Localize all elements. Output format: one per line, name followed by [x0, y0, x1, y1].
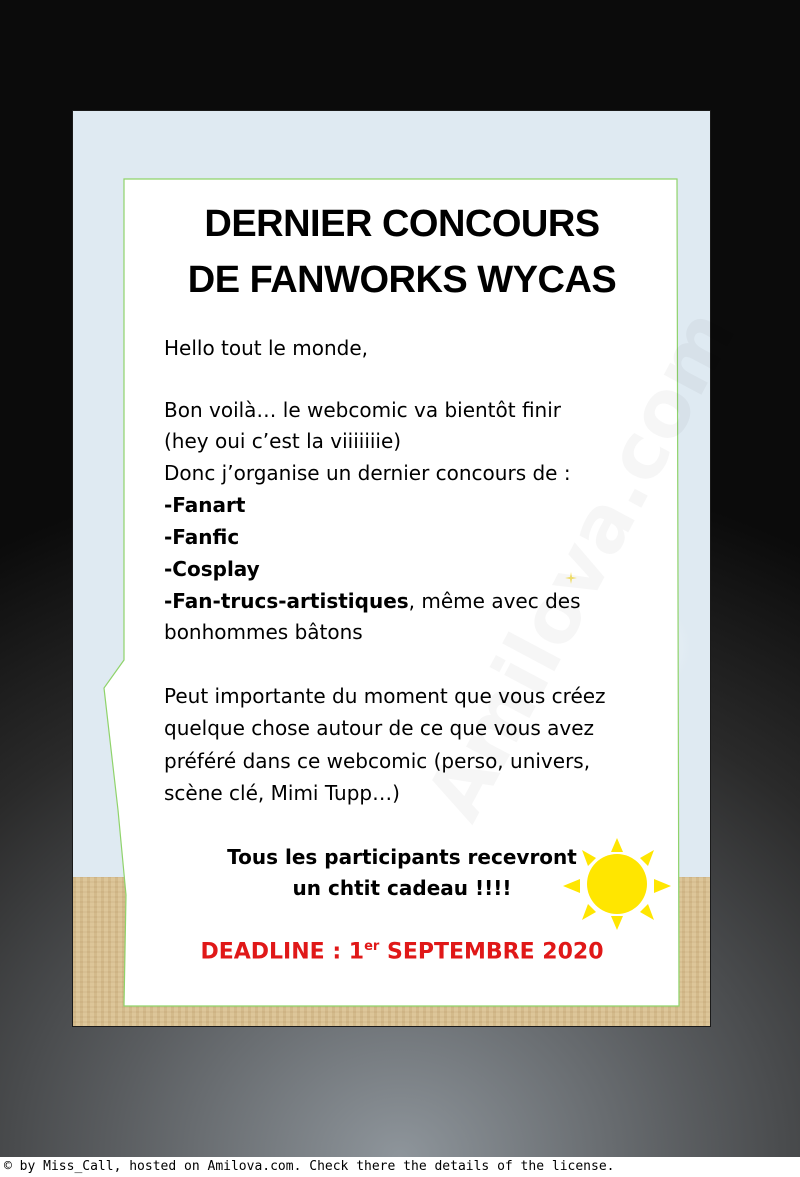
paragraph-line-3: préféré dans ce webcomic (perso, univers, — [164, 749, 591, 773]
intro-line-2: (hey oui c’est la viiiiiiie) — [164, 429, 402, 453]
intro-line-3: Donc j’organise un dernier concours de : — [164, 461, 571, 485]
category-fan-trucs-label: -Fan-trucs-artistiques — [164, 589, 409, 613]
deadline-text — [125, 939, 679, 964]
paragraph-line-1: Peut importante du moment que vous créez — [164, 684, 606, 708]
deadline-prefix: DEADLINE : 1 — [200, 939, 365, 965]
category-fan-trucs-suffix: , même avec des — [408, 589, 581, 613]
category-cosplay: -Cosplay — [164, 557, 260, 581]
paragraph-line-2: quelque chose autour de ce que vous avez — [164, 716, 594, 740]
category-fanart: -Fanart — [164, 493, 246, 517]
category-fan-trucs-line-2: bonhommes bâtons — [164, 620, 363, 644]
prize-line-1: Tous les participants recevront — [227, 845, 577, 869]
title-line-2: DE FANWORKS WYCAS — [187, 259, 617, 301]
title-line-1: DERNIER CONCOURS — [204, 203, 600, 245]
deadline-suffix: SEPTEMBRE 2020 — [379, 939, 604, 965]
intro-line-1: Bon voilà… le webcomic va bientôt finir — [164, 398, 562, 422]
greeting-text: Hello tout le monde, — [164, 336, 368, 360]
deadline-superscript: er — [364, 939, 380, 954]
category-fan-trucs — [164, 589, 581, 613]
paragraph-line-4: scène clé, Mimi Tupp…) — [164, 781, 400, 805]
copyright-footer: © by Miss_Call, hosted on Amilova.com. Check there the details of the license. — [0, 1157, 800, 1177]
prize-line-2: un chtit cadeau !!!! — [292, 876, 512, 900]
category-fanfic: -Fanfic — [164, 525, 240, 549]
